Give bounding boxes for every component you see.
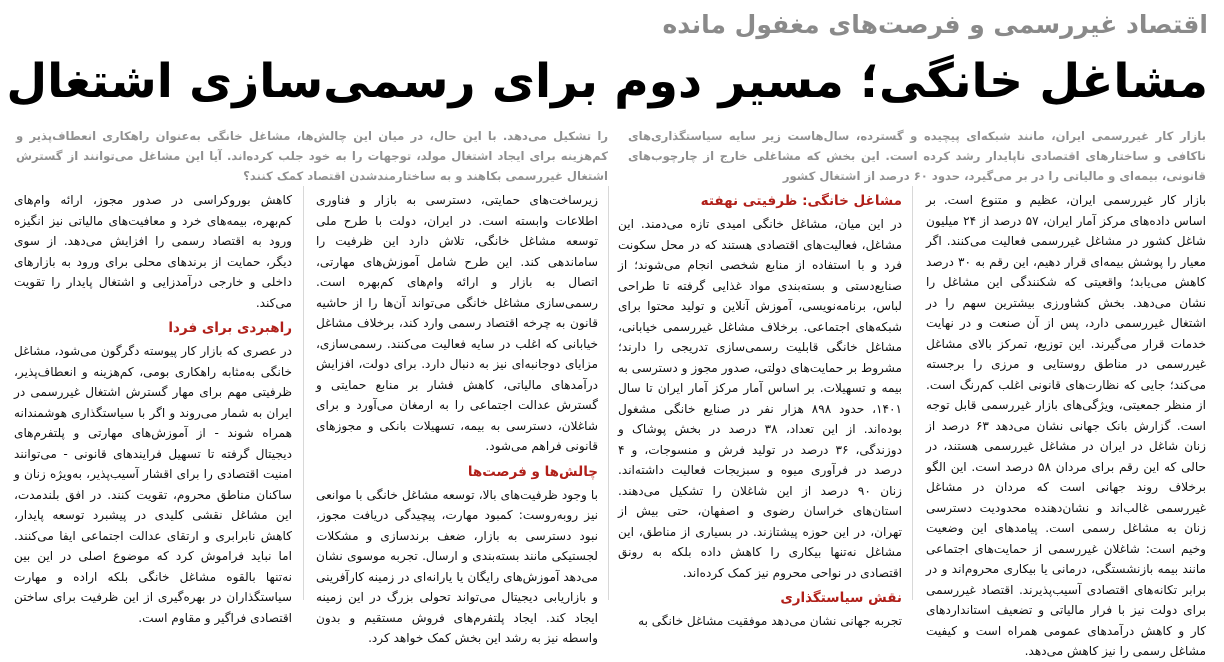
subheading-policy-role: نقش سیاستگذاری (780, 590, 902, 606)
body-column-2 (618, 190, 902, 628)
subheading-challenges: چالش‌ها و فرصت‌ها (467, 463, 598, 480)
body-column-3 (316, 190, 598, 645)
body-paragraph: در عصری که بازار کار پیوسته دگرگون می‌شود، مشاغل خانگی به‌مثابه راهکاری بومی، کم‌هزینه و انعطاف‌پذیر، ظرفیتی مهم برای مهار گسترش اشتغال غیررسمی در ایران به شمار می‌روند و اگر با سیاستگذاری هوشمندانه همراه شوند - از آموزش‌های مهارتی و پلتفرم‌های دیجیتال گرفته تا تسهیل فرایندهای قانونی - می‌توانند امنیت اقتصادی را برای اقشار آسیب‌پذیر، به‌ویژه زنان و ساکنان مناطق محروم، تقویت کنند. در افق بلندمدت، این مشاغل نقشی کلیدی در پیشبرد توسعه پایدار، کاهش نابرابری و ارتقای عدالت اجتماعی ایفا می‌کنند. اما نباید فراموش کرد که موضوع اصلی در این بین نه‌تنها بالقوه مشاغل خانگی بلکه اراده و مهارت سیاستگذاران در بهره‌گیری از این ظرفیت برای ساختن اقتصادی فراگیر و مقاوم است. (14, 344, 292, 625)
body-paragraph: در این میان، مشاغل خانگی امیدی تازه می‌دمند. این مشاغل، فعالیت‌های اقتصادی هستند که در محل سکونت فرد و با استفاده از منابع شخصی انجام می‌شوند؛ از صنایع‌دستی و بسته‌بندی مواد غذایی گرفته تا طراحی لباس، برنامه‌نویسی، آموزش آنلاین و تولید محتوا برای شبکه‌های اجتماعی. برخلاف مشاغل غیررسمی خیابانی، مشاغل خانگی قابلیت رسمی‌سازی تدریجی را دارند؛ مشروط بر حمایت‌های دولتی، صدور مجوز و دسترسی به بیمه و تسهیلات. بر اساس آمار مرکز آمار ایران تا سال ۱۴۰۱، حدود ۸۹۸ هزار نفر در صنایع خانگی مشغول بوده‌اند. از این تعداد، ۳۸ درصد در بخش پوشاک و دوزندگی، ۳۶ درصد در تولید فرش و منسوجات، و ۴ درصد در فرآوری میوه و سبزیجات فعالیت داشته‌اند. زنان ۹۰ درصد از این شاغلان را تشکیل می‌دهند. استان‌های خراسان رضوی و اصفهان، حتی بیش از تهران، در این حوزه پیشتازند. در بسیاری از مناطق، این مشاغل نه‌تنها بیکاری را کاهش داده بلکه به رونق اقتصادی در نواحی محروم نیز کمک کرده‌اند. (618, 217, 902, 580)
body-column-4 (14, 190, 292, 625)
body-paragraph: کاهش بوروکراسی در صدور مجوز، ارائه وام‌های کم‌بهره، بیمه‌های خرد و معافیت‌های مالیاتی نیز انگیزه ورود به اقتصاد رسمی را افزایش می‌دهد. از سوی دیگر، حمایت از برندهای محلی برای ورود به بازارهای داخلی و خارجی درآمدزایی و اشتغال پایدار را تقویت می‌کند. (14, 193, 292, 310)
body-column-1 (926, 190, 1207, 658)
subheading-hidden-capacity: مشاغل خانگی: ظرفیتی نهفته (700, 193, 902, 209)
body-paragraph: تجربه جهانی نشان می‌دهد موفقیت مشاغل خانگی به (638, 614, 902, 628)
body-paragraph: بازار کار غیررسمی ایران، عظیم و متنوع است. بر اساس داده‌های مرکز آمار ایران، ۵۷ درصد از ۲۴ میلیون شاغل کشور در مشاغل غیررسمی فعالیت می‌کنند. اگر معیار را پوشش بیمه‌ای قرار دهیم، این رقم به ۳۰ درصد کاهش می‌یابد؛ واقعیتی که شکنندگی این مشاغل را نشان می‌دهد. بخش کشاورزی بیشترین سهم را در اشتغال غیررسمی دارد، پس از آن صنعت و در نهایت خدمات قرار می‌گیرند. این توزیع، تمرکز بالای مشاغل غیررسمی در مناطق روستایی و مرزی را برجسته می‌کند؛ جایی که نظارت‌های قانونی اغلب کم‌رنگ است. از منظر جمعیتی، ویژگی‌های بازار غیررسمی قابل توجه است. گزارش بانک جهانی نشان می‌دهد ۶۳ درصد از زنان شاغل در ایران در مشاغل غیررسمی هستند، در حالی که این رقم برای مردان ۵۸ درصد است. این الگو برخلاف روند جهانی است که مردان در مشاغل غیررسمی غالب‌اند و نشان‌دهنده محدودیت دسترسی زنان به مشاغل رسمی است. پیامدهای این وضعیت وخیم است: شاغلان غیررسمی از حمایت‌های اجتماعی مانند بیمه بازنشستگی، درمانی یا بیکاری محروم‌اند و در برابر تکانه‌های اقتصادی آسیب‌پذیرند. اقتصاد غیررسمی برای دولت نیز با فرار مالیاتی و تضعیف استانداردهای کار و کاهش درآمدهای عمومی همراه است و کیفیت مشاغل رسمی را نیز کاهش می‌دهد. (926, 193, 1207, 658)
body-paragraph: زیرساخت‌های حمایتی، دسترسی به بازار و فناوری اطلاعات وابسته است. در ایران، دولت با طرح ملی توسعه مشاغل خانگی، تلاش دارد این ظرفیت را ساماندهی کند. این طرح شامل آموزش‌های مهارتی، اتصال به بازار و ارائه وام‌های کم‌بهره است. رسمی‌سازی مشاغل خانگی می‌تواند آن‌ها را از حاشیه قانون به چرخه اقتصاد رسمی وارد کند، برخلاف مشاغل خیابانی که اغلب در سایه فعالیت می‌کنند. رسمی‌سازی، مزایای دوجانبه‌ای نیز به دنبال دارد. برای دولت، افزایش درآمدهای مالیاتی، کاهش فشار بر منابع حمایتی و گسترش عدالت اجتماعی را به ارمغان می‌آورد و برای شاغلان، دسترسی به بیمه، تسهیلات بانکی و مجوزهای قانونی فراهم می‌شود. (316, 193, 598, 453)
column-divider (303, 186, 304, 600)
article-kicker: اقتصاد غیررسمی و فرصت‌های مغفول مانده (662, 10, 1208, 39)
column-divider (608, 186, 609, 600)
column-divider (912, 186, 913, 600)
article-lead-right: بازار کار غیررسمی ایران، مانند شبکه‌ای پیچیده و گسترده، سال‌هاست زیر سایه سیاستگذاری‌های ناکافی و ساختارهای اقتصادی ناپایدار رشد کرده است. این بخش که مشاغلی خارج از چارچوب‌های قانونی، بیمه‌ای و مالیاتی را در بر می‌گیرد، حدود ۶۰ درصد از اشتغال کشور (628, 129, 1206, 183)
article-lead-left: را تشکیل می‌دهد. با این حال، در میان این چالش‌ها، مشاغل خانگی به‌عنوان راهکاری انعطاف‌پذیر و کم‌هزینه برای ایجاد اشتغال مولد، توجهات را به خود جلب کرده‌اند. آیا این مشاغل می‌توانند از گسترش اشتغال غیررسمی بکاهند و به ساختارمندشدن اقتصاد کمک کنند؟ (16, 129, 608, 183)
subheading-strategy: راهبردی برای فردا (168, 320, 292, 336)
body-paragraph: با وجود ظرفیت‌های بالا، توسعه مشاغل خانگی با موانعی نیز روبه‌روست: کمبود مهارت، پیچیدگی دریافت مجوز، نبود دسترسی به بازار، ضعف برندسازی و مشکلات لجستیکی مانند بسته‌بندی و ارسال. تجربه موسوی نشان می‌دهد آموزش‌های رایگان یا یارانه‌ای در زمینه کارآفرینی و بازاریابی دیجیتال می‌تواند تحولی بزرگ در این زمینه ایجاد کند. ایجاد پلتفرم‌های فروش مستقیم و بدون واسطه نیز به رشد این بخش کمک خواهد کرد. (316, 487, 598, 645)
article-headline: مشاغل خانگی؛ مسیر دوم برای رسمی‌سازی اشتغال (6, 54, 1208, 109)
